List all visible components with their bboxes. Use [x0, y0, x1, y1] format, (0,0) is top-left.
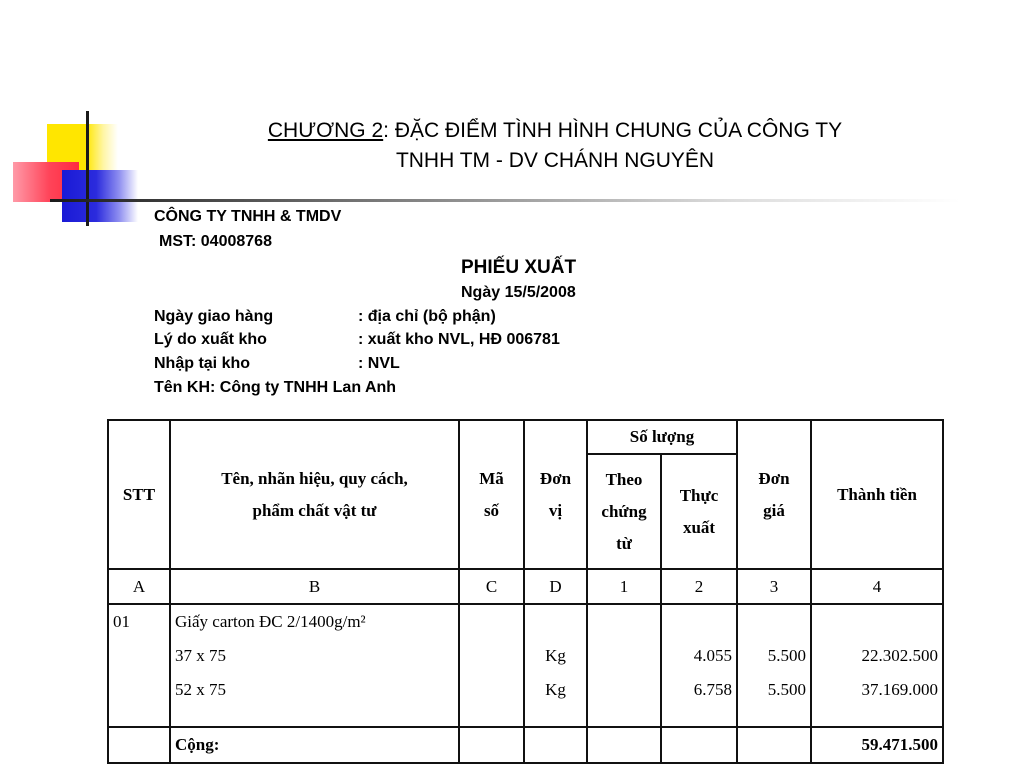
column-letter: C	[459, 569, 524, 604]
header-qty-document-line3: từ	[616, 533, 632, 553]
warehouse-label: Nhập tại kho	[154, 355, 251, 372]
header-stt: STT	[108, 420, 170, 569]
row-item-size-1: 37 x 75	[175, 646, 226, 666]
chapter-number: CHƯƠNG 2	[267, 119, 384, 142]
row-unit-price-1: 5.500	[767, 646, 806, 666]
row-code-cell	[459, 604, 524, 727]
header-qty-actual-line1: Thực	[679, 485, 719, 505]
slip-date: Ngày 15/5/2008	[461, 284, 576, 301]
column-letter: 3	[737, 569, 811, 604]
row-item-size-2: 52 x 75	[175, 680, 226, 700]
row-unit-2: Kg	[545, 680, 566, 700]
column-letter-row	[108, 569, 943, 604]
total-row	[108, 727, 943, 763]
row-qty-actual-2: 6.758	[693, 680, 732, 700]
header-unit-price	[737, 420, 811, 569]
slip-title: PHIẾU XUẤT	[461, 257, 577, 278]
total-empty-cell	[661, 727, 737, 763]
row-qty-document-cell	[587, 604, 661, 727]
customer-name: Tên KH: Công ty TNHH Lan Anh	[154, 379, 397, 396]
header-unit-line1: Đơn	[539, 468, 572, 488]
chapter-title-text: : ĐẶC ĐIỂM TÌNH HÌNH CHUNG CỦA CÔNG TY	[383, 119, 843, 142]
export-slip-table	[107, 419, 944, 764]
table-header-row	[108, 420, 943, 454]
export-reason-label: Lý do xuất kho	[154, 331, 267, 348]
total-empty-cell	[459, 727, 524, 763]
row-stt-cell	[108, 604, 170, 727]
row-unit-price-2: 5.500	[767, 680, 806, 700]
column-letter: 1	[587, 569, 661, 604]
column-letter: 2	[661, 569, 737, 604]
header-item-name-line1: Tên, nhãn hiệu, quy cách,	[221, 468, 408, 488]
decorative-vertical-line	[86, 111, 89, 226]
row-unit-cell	[524, 604, 587, 727]
header-unit	[524, 420, 587, 569]
table-row	[108, 604, 943, 727]
header-code-line2: số	[483, 500, 500, 520]
row-qty-actual-1: 4.055	[693, 646, 732, 666]
slide-title	[150, 116, 960, 176]
total-empty-cell	[108, 727, 170, 763]
delivery-date-value: : địa chỉ (bộ phận)	[358, 308, 496, 325]
column-letter: 4	[811, 569, 943, 604]
total-label: Cộng:	[170, 727, 459, 763]
decorative-blue-square	[62, 170, 138, 222]
row-unit-1: Kg	[545, 646, 566, 666]
header-qty-document-line2: chứng	[601, 501, 647, 521]
header-amount: Thành tiền	[811, 420, 943, 569]
company-name: CÔNG TY TNHH & TMDV	[154, 208, 342, 225]
header-code	[459, 420, 524, 569]
row-amount-2: 37.169.000	[861, 680, 938, 700]
total-empty-cell	[587, 727, 661, 763]
warehouse-value: : NVL	[358, 355, 400, 372]
header-unit-price-line2: giá	[763, 500, 785, 520]
slide-title-line1	[150, 116, 960, 146]
header-item-name-line2: phẩm chất vật tư	[252, 500, 377, 520]
total-empty-cell	[524, 727, 587, 763]
row-unit-price-cell	[737, 604, 811, 727]
total-empty-cell	[737, 727, 811, 763]
header-code-line1: Mã	[479, 468, 504, 488]
row-item-name: Giấy carton ĐC 2/1400g/m²	[175, 612, 366, 632]
header-qty-actual	[661, 454, 737, 569]
header-unit-price-line1: Đơn	[758, 468, 790, 488]
header-quantity: Số lượng	[587, 420, 737, 454]
row-amount-cell	[811, 604, 943, 727]
row-stt: 01	[113, 612, 130, 632]
row-item-cell	[170, 604, 459, 727]
decorative-horizontal-line	[50, 199, 960, 202]
column-letter: A	[108, 569, 170, 604]
header-qty-actual-line2: xuất	[682, 517, 716, 537]
total-value: 59.471.500	[811, 727, 943, 763]
export-reason-value: : xuất kho NVL, HĐ 006781	[358, 331, 560, 348]
delivery-date-label: Ngày giao hàng	[154, 308, 274, 325]
header-qty-document	[587, 454, 661, 569]
row-qty-actual-cell	[661, 604, 737, 727]
tax-code: MST: 04008768	[159, 233, 272, 250]
header-unit-line2: vị	[548, 500, 563, 520]
header-item-name	[170, 420, 459, 569]
column-letter: B	[170, 569, 459, 604]
column-letter: D	[524, 569, 587, 604]
row-amount-1: 22.302.500	[861, 646, 938, 666]
slide-title-line2: TNHH TM - DV CHÁNH NGUYÊN	[395, 149, 715, 172]
header-qty-document-line1: Theo	[605, 469, 643, 489]
